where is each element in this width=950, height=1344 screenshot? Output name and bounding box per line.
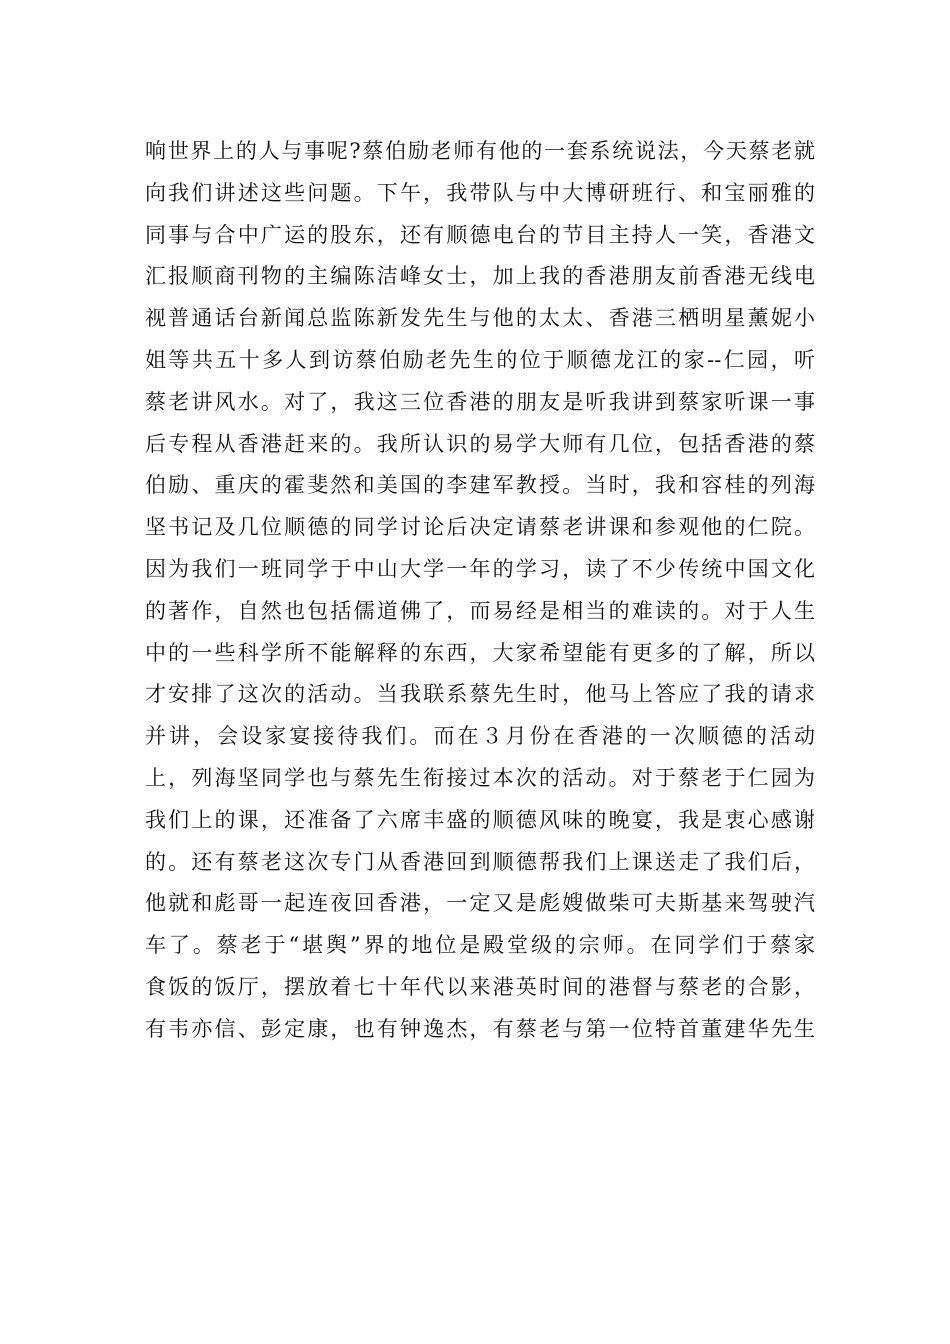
text-line-17: 我们上的课，还准备了六席丰盛的顺德风味的晚宴，我是衷心感谢 — [145, 807, 815, 832]
text-line-11: 因为我们一班同学于中山大学一年的学习，读了不少传统中国文化 — [145, 556, 815, 581]
text-line-12: 的著作，自然也包括儒道佛了，而易经是相当的难读的。对于人生 — [145, 598, 815, 623]
text-line-6: 姐等共五十多人到访蔡伯励老先生的位于顺德龙江的家--仁园，听 — [145, 347, 815, 372]
body-text — [145, 131, 815, 1051]
text-line-18: 的。还有蔡老这次专门从香港回到顺德帮我们上课送走了我们后， — [145, 849, 815, 874]
text-line-10: 坚书记及几位顺德的同学讨论后决定请蔡老讲课和参观他的仁院。 — [145, 515, 815, 540]
text-line-15: 并讲，会设家宴接待我们。而在３月份在香港的一次顺德的活动 — [145, 724, 815, 749]
text-line-7: 蔡老讲风水。对了，我这三位香港的朋友是听我讲到蔡家听课一事 — [145, 389, 815, 414]
text-line-9: 伯励、重庆的霍斐然和美国的李建军教授。当时，我和容桂的列海 — [145, 473, 815, 498]
text-line-2: 向我们讲述这些问题。下午，我带队与中大博研班行、和宝丽雅的 — [145, 180, 815, 205]
text-line-13: 中的一些科学所不能解释的东西，大家希望能有更多的了解，所以 — [145, 640, 815, 665]
text-line-21: 食饭的饭厅，摆放着七十年代以来港英时间的港督与蔡老的合影， — [145, 974, 815, 999]
text-line-3: 同事与合中广运的股东，还有顺德电台的节目主持人一笑，香港文 — [145, 222, 815, 247]
text-line-16: 上，列海坚同学也与蔡先生衔接过本次的活动。对于蔡老于仁园为 — [145, 765, 815, 790]
text-line-19: 他就和彪哥一起连夜回香港，一定又是彪嫂做柴可夫斯基来驾驶汽 — [145, 891, 815, 916]
text-line-5: 视普通话台新闻总监陈新发先生与他的太太、香港三栖明星薰妮小 — [145, 306, 815, 331]
text-line-22: 有韦亦信、彭定康，也有钟逸杰，有蔡老与第一位特首董建华先生 — [145, 1016, 815, 1041]
text-line-20: 车了。蔡老于“堪舆”界的地位是殿堂级的宗师。在同学们于蔡家 — [145, 933, 815, 958]
text-line-8: 后专程从香港赶来的。我所认识的易学大师有几位，包括香港的蔡 — [145, 431, 815, 456]
text-line-14: 才安排了这次的活动。当我联系蔡先生时，他马上答应了我的请求 — [145, 682, 815, 707]
text-line-4: 汇报顺商刊物的主编陈洁峰女士，加上我的香港朋友前香港无线电 — [145, 264, 815, 289]
text-line-1: 响世界上的人与事呢?蔡伯励老师有他的一套系统说法，今天蔡老就 — [145, 139, 815, 163]
